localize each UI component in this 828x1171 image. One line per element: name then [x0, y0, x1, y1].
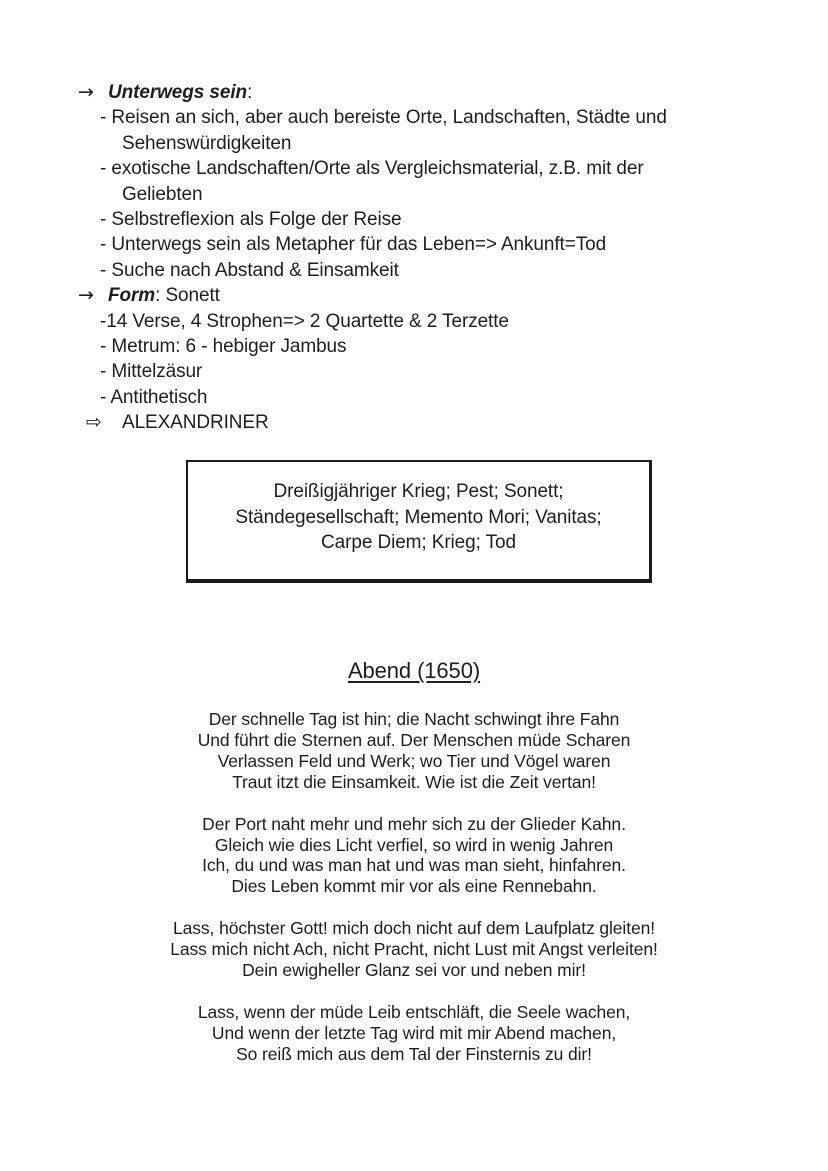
arrow-right-icon: → [78, 284, 94, 307]
notes-section-form [78, 283, 746, 435]
poem-line: Der schnelle Tag ist hin; die Nacht schwingt ihre Fahn [208, 709, 620, 729]
list-item [100, 385, 746, 410]
list-item-line: - Reisen an sich, aber auch bereiste Orte, Landschaften, Städte und [100, 107, 667, 129]
keyword-box-line: Carpe Diem; Krieg; Tod [321, 532, 516, 553]
poem [0, 657, 828, 1086]
list-item-line: -14 Verse, 4 Strophen=> 2 Quartette & 2 Terzette [100, 310, 509, 332]
poem-line: Dein ewigheller Glanz sei vor und neben mir! [242, 960, 586, 981]
poem-line: Der Port naht mehr und mehr sich zu der Glieder Kahn. [202, 813, 626, 834]
list-item-line: Sehenswürdigkeiten [122, 132, 292, 154]
section-heading [78, 80, 746, 105]
list-item-line: - Mittelzäsur [100, 361, 203, 383]
poem-line: Lass mich nicht Ach, nicht Pracht, nicht Lust mit Angst verleiten! [170, 939, 658, 960]
list-item-line: - Selbstreflexion als Folge der Reise [100, 209, 402, 231]
poem-stanza [0, 1002, 828, 1065]
list-item [100, 309, 746, 334]
section-items [100, 105, 746, 283]
list-item-line: - Metrum: 6 - hebiger Jambus [100, 336, 347, 358]
section-title-suffix: : [247, 82, 253, 103]
list-item [100, 232, 746, 257]
hollow-arrow-right-icon: ⇨ [86, 411, 102, 434]
poem-stanza [0, 814, 828, 898]
section-title: Form [108, 285, 156, 307]
list-item-line: Geliebten [122, 183, 203, 205]
conclusion-line [86, 410, 746, 435]
list-item [100, 258, 746, 283]
poem-line: Traut itzt die Einsamkeit. Wie ist die Zeit vertan! [232, 771, 596, 792]
list-item [100, 105, 746, 156]
keyword-box-line: Dreißigjähriger Krieg; Pest; Sonett; [273, 481, 564, 502]
list-item-line: - Antithetisch [100, 386, 208, 408]
arrow-right-icon: → [78, 81, 94, 103]
keyword-box-line: Ständegesellschaft; Memento Mori; Vanitas; [235, 506, 602, 528]
conclusion-text: ALEXANDRINER [122, 412, 269, 434]
poem-line: Ich, du und was man hat und was man sieht, hinfahren. [202, 855, 626, 876]
list-item [100, 156, 746, 207]
poem-title: Abend (1650) [347, 658, 481, 683]
list-item [100, 334, 746, 359]
poem-line: So reiß mich aus dem Tal der Finsternis zu dir! [236, 1043, 592, 1064]
keyword-box [186, 460, 652, 583]
section-title: Unterwegs sein [108, 82, 248, 103]
poem-line: Und führt die Sternen auf. Der Menschen müde Scharen [197, 729, 631, 750]
notes-section-unterwegs-sein [78, 80, 746, 283]
list-item [100, 359, 746, 384]
poem-line: Lass, höchster Gott! mich doch nicht auf dem Laufplatz gleiten! [172, 918, 656, 939]
notes-list [78, 80, 746, 436]
poem-line: Und wenn der letzte Tag wird mit mir Abend machen, [211, 1022, 617, 1043]
list-item [100, 207, 746, 232]
poem-line: Lass, wenn der müde Leib entschläft, die Seele wachen, [197, 1001, 631, 1022]
list-item-line: - Suche nach Abstand & Einsamkeit [100, 259, 399, 281]
poem-stanza [0, 709, 828, 793]
list-item-line: - exotische Landschaften/Orte als Vergleichsmaterial, z.B. mit der [100, 158, 644, 180]
poem-line: Verlassen Feld und Werk; wo Tier und Vögel waren [217, 750, 611, 771]
list-item-line: - Unterwegs sein als Metapher für das Leben=> Ankunft=Tod [100, 234, 607, 256]
poem-line: Dies Leben kommt mir vor als eine Rennebahn. [231, 876, 597, 897]
section-title-suffix: : Sonett [155, 285, 220, 307]
section-heading [78, 283, 746, 308]
section-items [100, 309, 746, 411]
poem-line: Gleich wie dies Licht verfiel, so wird in wenig Jahren [214, 834, 614, 855]
poem-stanza [0, 918, 828, 981]
